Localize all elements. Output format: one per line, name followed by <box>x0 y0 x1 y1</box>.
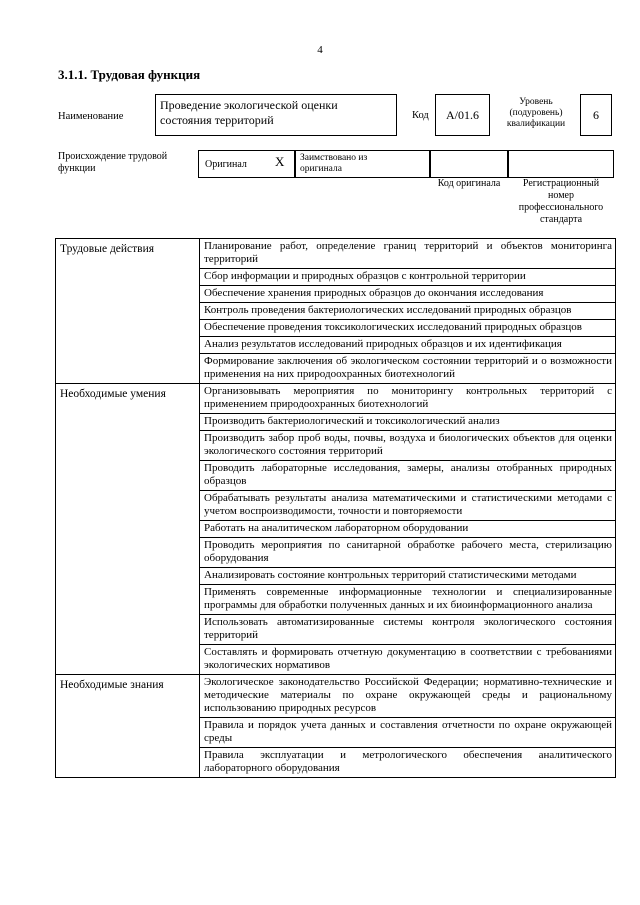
original-mark: X <box>275 154 285 169</box>
table-row <box>56 675 616 718</box>
item-cell: Обрабатывать результаты анализа математическими и статистическими методами с учетом воспроизводимости, точности и повторяемости <box>200 491 616 521</box>
table-row <box>56 384 616 414</box>
reg-number-label <box>508 178 614 226</box>
item-cell: Правила эксплуатации и метрологического обеспечения аналитического лабораторного оборудования <box>200 748 616 778</box>
origin-label-line2: функции <box>58 163 96 174</box>
item-cell: Проводить лабораторные исследования, замеры, анализы отобранных природных образцов <box>200 461 616 491</box>
origin-label <box>58 151 167 175</box>
level-label-line2: (подуровень) <box>509 108 563 118</box>
level-label-line1: Уровень <box>519 97 553 107</box>
reg-label-line1: Регистрационный <box>522 178 600 189</box>
item-cell: Контроль проведения бактериологических исследований природных образцов <box>200 303 616 320</box>
item-cell: Анализировать состояние контрольных территорий статистическими методами <box>200 568 616 585</box>
level-label-line3: квалификации <box>506 119 566 129</box>
item-cell: Планирование работ, определение границ территорий и объектов мониторинга территорий <box>200 239 616 269</box>
name-label: Наименование <box>58 111 124 122</box>
item-cell: Составлять и формировать отчетную документацию в соответствии с требованиями экологических нормативов <box>200 645 616 675</box>
code-value-box: А/01.6 <box>435 94 490 136</box>
code-original-cell <box>430 150 508 178</box>
reg-label-line2: номер <box>548 190 574 201</box>
reg-number-cell <box>508 150 614 178</box>
original-label: Оригинал <box>205 159 247 170</box>
reg-label-line4: стандарта <box>539 214 583 225</box>
category-cell: Трудовые действия <box>56 239 200 384</box>
section-title: 3.1.1. Трудовая функция <box>58 67 201 82</box>
borrowed-cell <box>295 150 430 178</box>
item-cell: Проводить мероприятия по санитарной обработке рабочего места, стерилизацию оборудования <box>200 538 616 568</box>
borrowed-label-line2: оригинала <box>300 164 342 174</box>
item-cell: Формирование заключения об экологическом состоянии территорий и о возможности применения на них природоохранных биотехнологий <box>200 354 616 384</box>
borrowed-label-line1: Заимствовано из <box>300 153 368 163</box>
level-label <box>495 97 577 130</box>
reg-label-line3: профессионального <box>518 202 604 213</box>
item-cell: Производить бактериологический и токсикологический анализ <box>200 414 616 431</box>
name-value-box: Проведение экологической оценки состояния территорий <box>155 94 397 136</box>
original-cell <box>198 150 295 178</box>
origin-label-line1: Происхождение трудовой <box>58 151 168 162</box>
code-label: Код <box>412 110 429 121</box>
table-row <box>56 239 616 269</box>
item-cell: Обеспечение хранения природных образцов до окончания исследования <box>200 286 616 303</box>
category-cell: Необходимые умения <box>56 384 200 675</box>
item-cell: Работать на аналитическом лабораторном оборудовании <box>200 521 616 538</box>
code-original-label: Код оригинала <box>437 178 501 189</box>
item-cell: Правила и порядок учета данных и составления отчетности по охране окружающей среды <box>200 718 616 748</box>
item-cell: Сбор информации и природных образцов с контрольной территории <box>200 269 616 286</box>
item-cell: Использовать автоматизированные системы контроля экологического состояния территорий <box>200 615 616 645</box>
function-table <box>55 238 616 778</box>
level-value-box: 6 <box>580 94 612 136</box>
item-cell: Производить забор проб воды, почвы, воздуха и биологических объектов для оценки экологического состояния территорий <box>200 431 616 461</box>
item-cell: Анализ результатов исследований природных образцов и их идентификация <box>200 337 616 354</box>
item-cell: Экологическое законодательство Российской Федерации; нормативно-технические и методические материалы по охране окружающей среды и рациональному использованию природных ресурсов <box>200 675 616 718</box>
item-cell: Организовывать мероприятия по мониторингу контрольных территорий с применением природоохранных биотехнологий <box>200 384 616 414</box>
page-number: 4 <box>317 44 323 56</box>
category-cell: Необходимые знания <box>56 675 200 778</box>
item-cell: Применять современные информационные технологии и специализированные программы для обработки полученных данных и их биоинформационного анализа <box>200 585 616 615</box>
item-cell: Обеспечение проведения токсикологических исследований природных образцов <box>200 320 616 337</box>
